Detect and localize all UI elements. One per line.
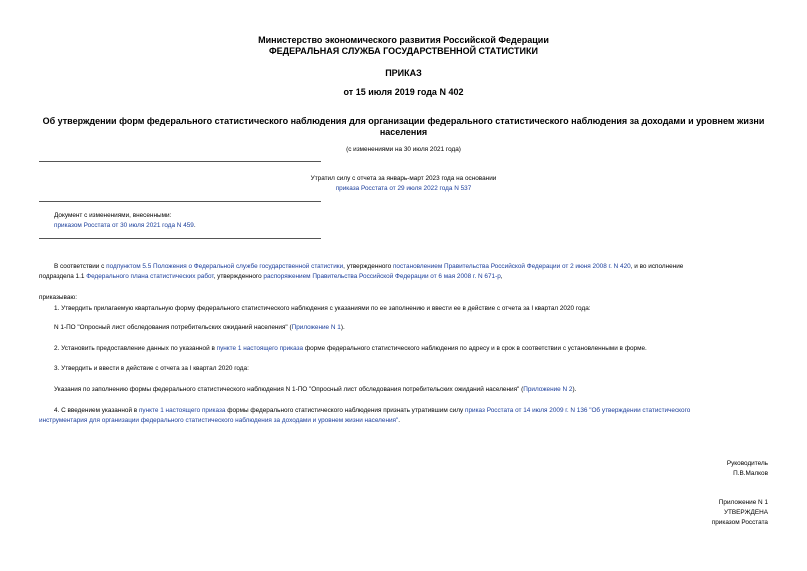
item-1: 1. Утвердить прилагаемую квартальную форму федерального статистического наблюдения с указаниями по ее заполнению и ввести ее в действие с отчета за I квартал 2020 года: [54, 305, 591, 312]
status-line: Утратил силу с отчета за январь-март 2023 года на основании [310, 175, 497, 182]
paragraph-basis-line-2: подраздела 1.1 Федерального плана статистических работ, утвержденного распоряжением Правительства Российской Федерации от 6 мая 2008 г. N 671-р, [39, 273, 503, 280]
divider-line [39, 238, 321, 239]
divider-line [39, 201, 321, 202]
appendix-order: приказом Росстата [711, 519, 768, 526]
service-name: ФЕДЕРАЛЬНАЯ СЛУЖБА ГОСУДАРСТВЕННОЙ СТАТИСТИКИ [269, 46, 538, 56]
item-4-line-1: 4. С введением указанной в пункте 1 настоящего приказа формы федерального статистического наблюдения признать утратившим силу приказ Росстата от 14 июля 2009 г. N 136 "Об утверждении статистического [54, 407, 691, 414]
paragraph-basis-line-1: В соответствии с подпунктом 5.5 Положения о Федеральной службе государственной статистики, утвержденного постановлением Правительства Российской Федерации от 2 июня 2008 г. N 420, и во исполнение [54, 263, 684, 270]
amendment-note: (с изменениями на 30 июля 2021 года) [346, 146, 461, 153]
item-3: 3. Утвердить и ввести в действие с отчета за I квартал 2020 года: [54, 365, 249, 372]
link-appendix-2[interactable]: Приложение N 2 [523, 386, 573, 393]
divider-line [39, 161, 321, 162]
item-4-line-2: инструментария для организации федерального статистического наблюдения за доходами и уровнем жизни населения". [39, 417, 401, 424]
document-date-number: от 15 июля 2019 года N 402 [343, 87, 464, 97]
link-regulation[interactable]: подпунктом 5.5 Положения о Федеральной службе государственной статистики [106, 263, 344, 270]
signature-name: П.В.Малков [733, 470, 768, 477]
document-title-line-1: Об утверждении форм федерального статистического наблюдения для организации федерального статистического наблюдения за доходами и уровнем жизни [42, 116, 765, 126]
form-1-line: N 1-ПО "Опросный лист обследования потребительских ожиданий населения" (Приложение N 1). [54, 324, 345, 331]
appendix-approved: УТВЕРЖДЕНА [723, 509, 768, 516]
amendments-block: Документ с изменениями, внесенными: приказом Росстата от 30 июля 2021 года N 459. [54, 212, 196, 229]
ministry-name: Министерство экономического развития Российской Федерации [258, 35, 549, 45]
appendix-header [712, 498, 768, 528]
document-type: ПРИКАЗ [385, 68, 422, 78]
amendments-link[interactable]: приказом Росстата от 30 июля 2021 года N 459 [54, 222, 194, 229]
document-title-line-2: населения [379, 127, 428, 137]
link-federal-plan[interactable]: Федерального плана статистических работ [86, 273, 214, 280]
amendments-label: Документ с изменениями, внесенными: [54, 212, 172, 219]
appendix-number: Приложение N 1 [718, 499, 768, 506]
link-appendix-1[interactable]: Приложение N 1 [291, 324, 341, 331]
status-link[interactable]: приказа Росстата от 29 июля 2022 года N 537 [335, 185, 472, 192]
signature-block [727, 459, 768, 479]
signature-role: Руководитель [726, 460, 768, 467]
status-notice [0, 174, 807, 194]
instructions-line: Указания по заполнению формы федерального статистического наблюдения N 1-ПО "Опросный лист обследования потребительских ожиданий населения" (Приложение N 2). [54, 386, 577, 393]
link-item-1[interactable]: пункте 1 настоящего приказа [216, 345, 304, 352]
link-government-order[interactable]: распоряжением Правительства Российской Федерации от 6 мая 2008 г. N 671-р [263, 273, 501, 280]
link-order-136-cont[interactable]: инструментария для организации федерального статистического наблюдения за доходами и уровнем жизни населения" [39, 417, 399, 424]
order-word: приказываю: [39, 294, 77, 301]
item-2: 2. Установить предоставление данных по указанной в пункте 1 настоящего приказа форме федерального статистического наблюдения по адресу и в срок в соответствии с установленными в форме. [54, 345, 647, 352]
link-order-136[interactable]: приказ Росстата от 14 июля 2009 г. N 136 "Об утверждении статистического [465, 407, 691, 414]
link-item-1-repeat[interactable]: пункте 1 настоящего приказа [138, 407, 226, 414]
document-title [0, 116, 807, 138]
link-government-decree[interactable]: постановлением Правительства Российской Федерации от 2 июня 2008 г. N 420 [392, 263, 631, 270]
